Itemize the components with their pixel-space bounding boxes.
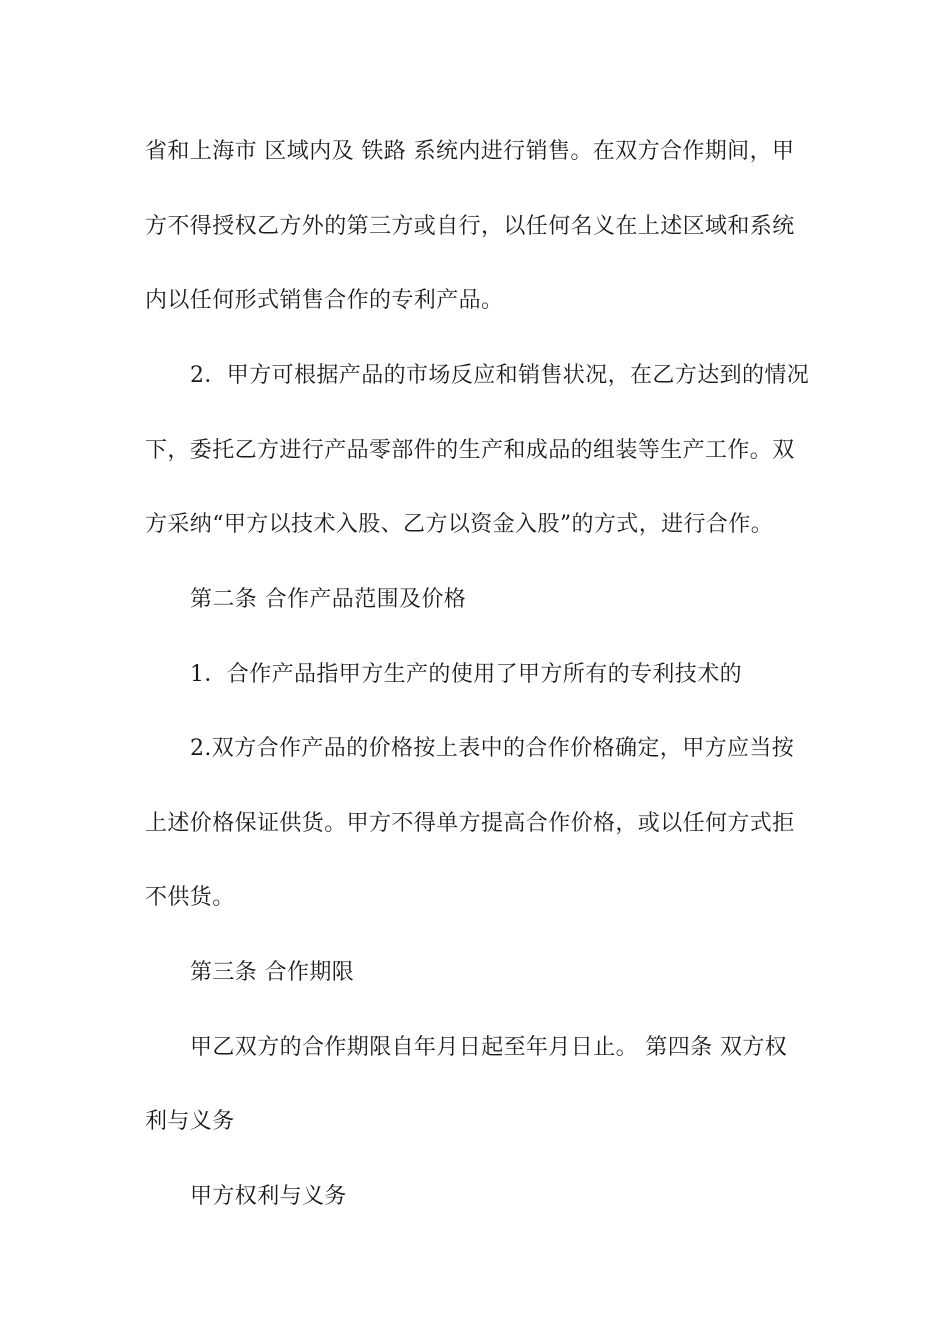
section-heading: 第三条 合作期限: [190, 960, 355, 985]
paragraph-line: 内以任何形式销售合作的专利产品。: [145, 288, 504, 313]
section-heading: 第二条 合作产品范围及价格: [190, 587, 467, 612]
paragraph-line: 下，委托乙方进行产品零部件的生产和成品的组装等生产工作。双: [145, 438, 795, 463]
paragraph-line: 1．合作产品指甲方生产的使用了甲方所有的专利技术的: [190, 662, 742, 687]
paragraph-line: 2．甲方可根据产品的市场反应和销售状况，在乙方达到的情况: [190, 363, 810, 388]
paragraph-line: 省和上海市 区域内及 铁路 系统内进行销售。在双方合作期间，甲: [145, 139, 795, 164]
paragraph-line: 2.双方合作产品的价格按上表中的合作价格确定，甲方应当按: [190, 736, 795, 761]
paragraph-line: 不供货。: [145, 885, 235, 910]
paragraph-line: 方采纳“甲方以技术入股、乙方以资金入股”的方式，进行合作。: [145, 512, 774, 537]
subsection-heading: 甲方权利与义务: [190, 1184, 347, 1209]
paragraph-line: 利与义务: [145, 1109, 235, 1134]
paragraph-line: 上述价格保证供货。甲方不得单方提高合作价格，或以任何方式拒: [145, 811, 795, 836]
paragraph-line: 方不得授权乙方外的第三方或自行，以任何名义在上述区域和系统: [145, 214, 795, 239]
paragraph-line: 甲乙双方的合作期限自年月日起至年月日止。 第四条 双方权: [190, 1035, 788, 1060]
